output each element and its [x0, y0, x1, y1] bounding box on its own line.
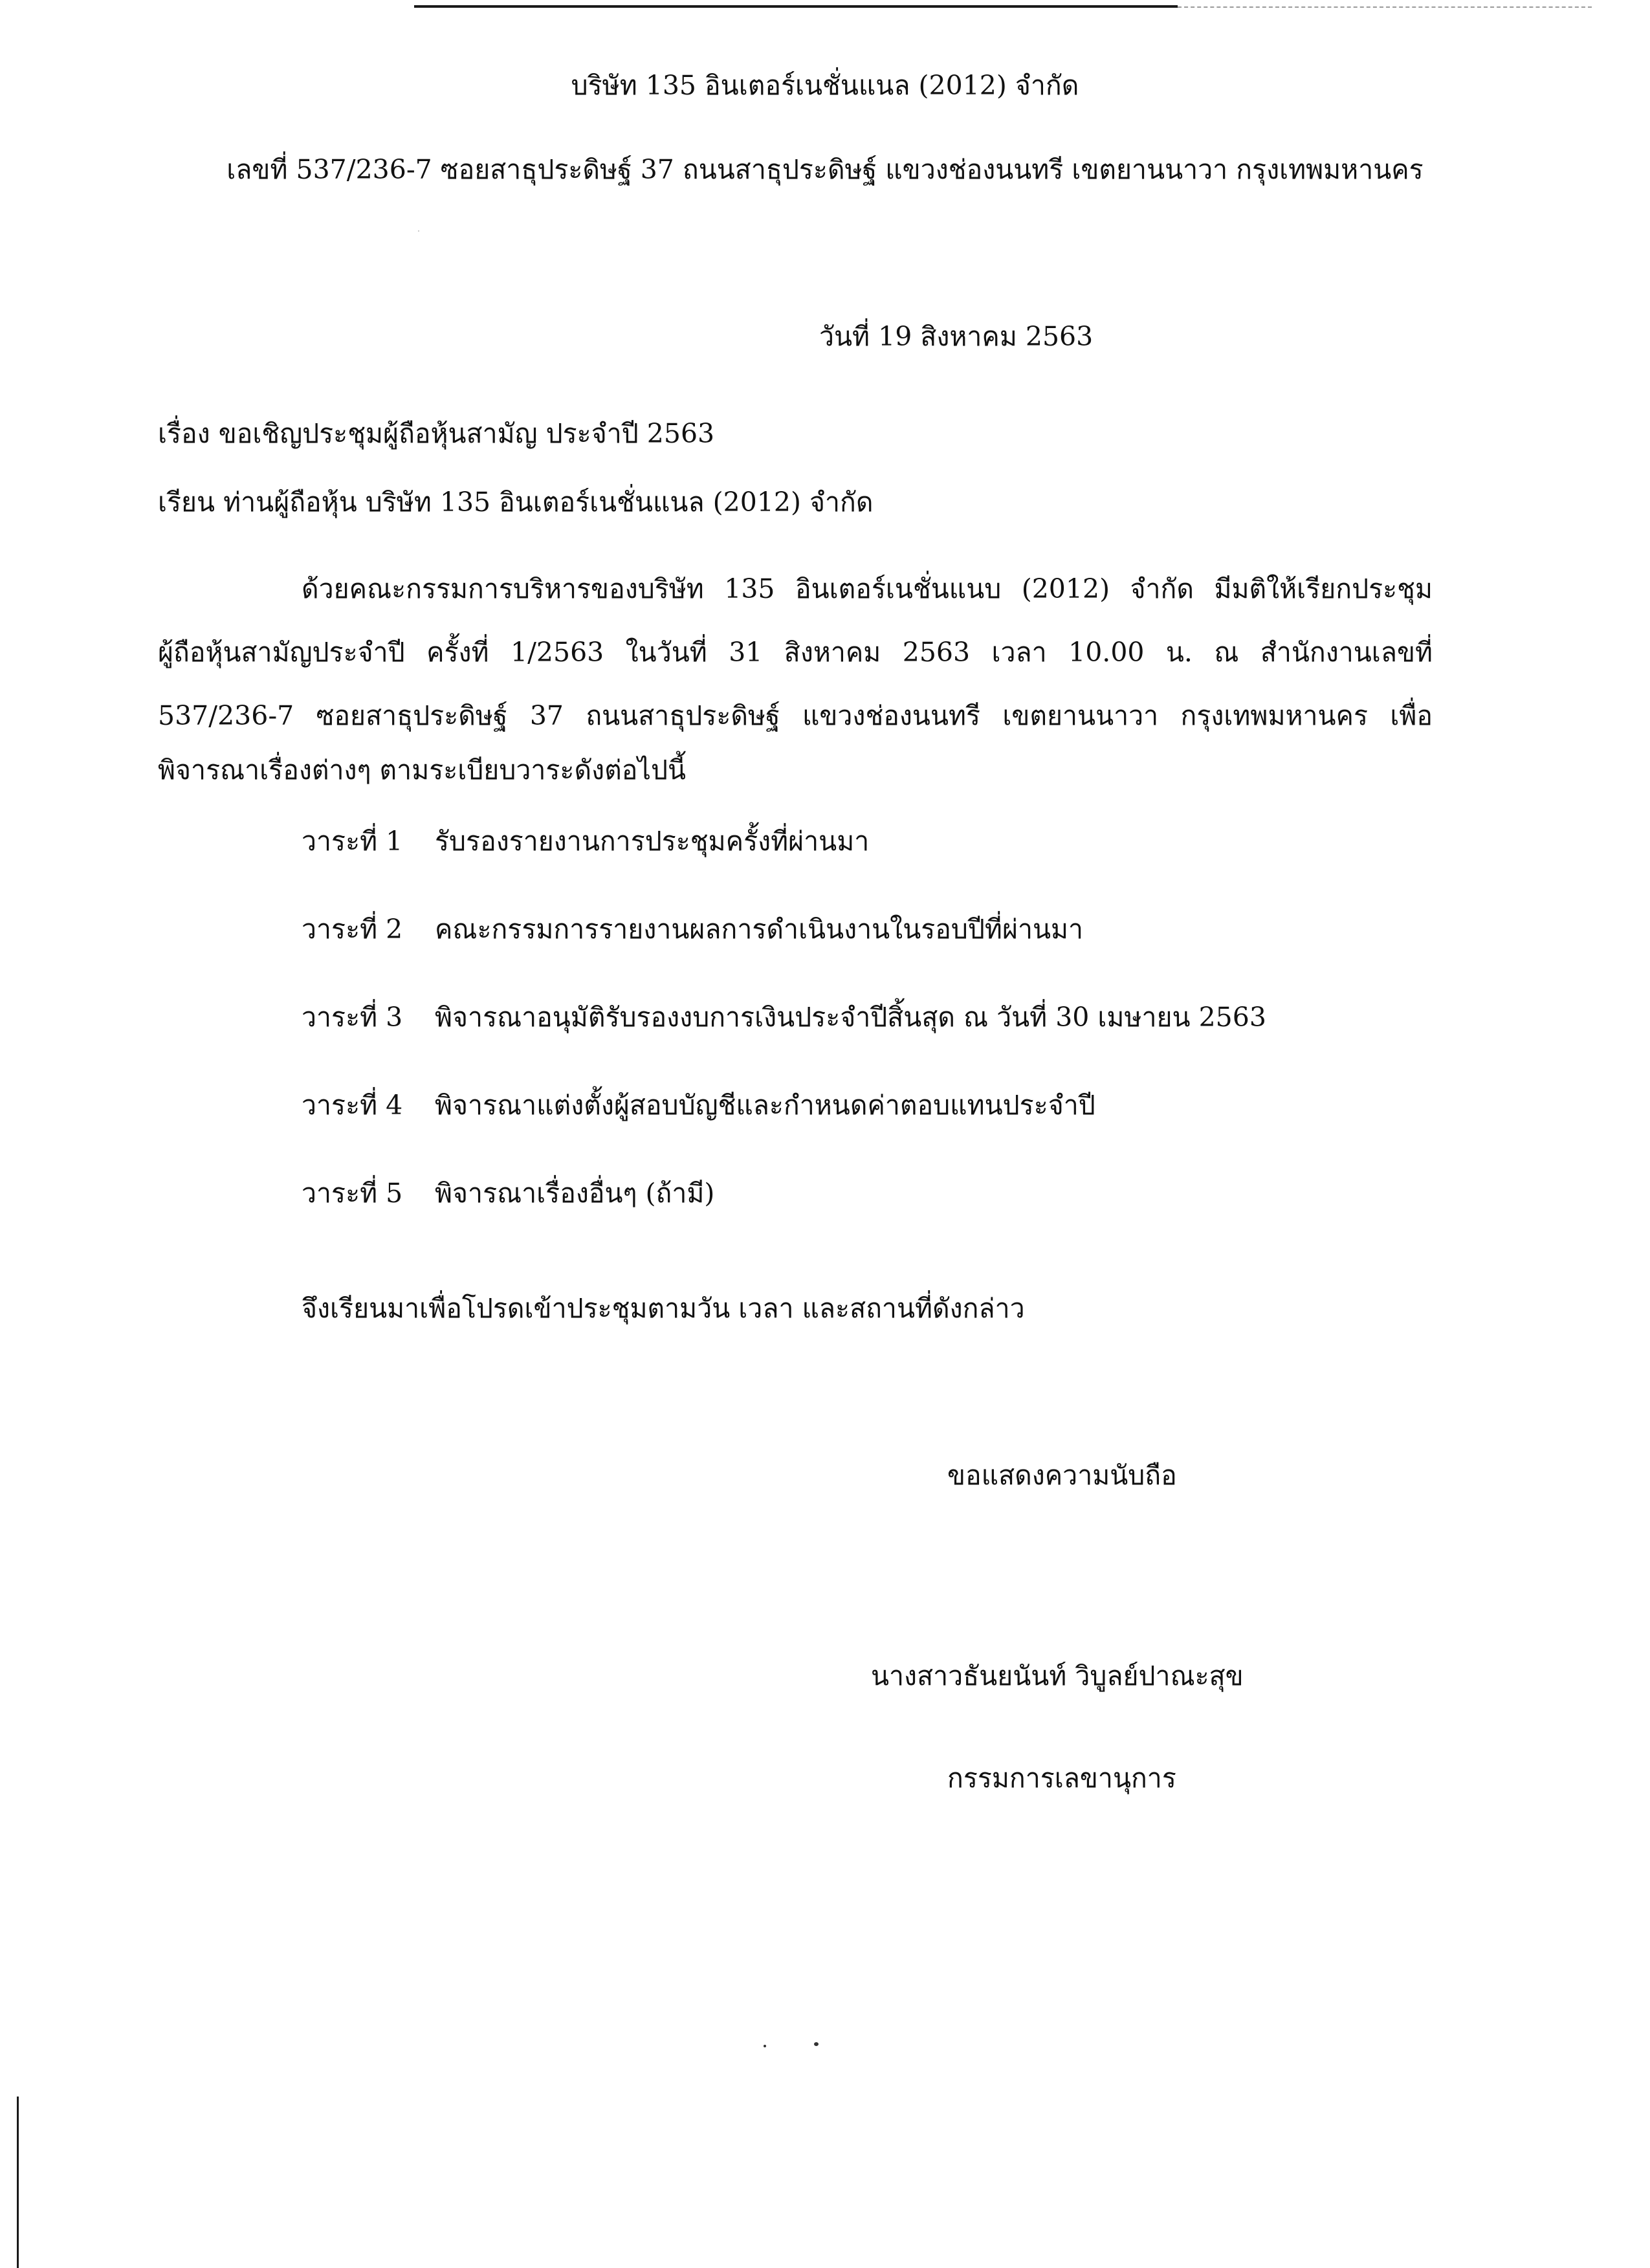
body-paragraph-line: ผู้ถือหุ้นสามัญประจำปี ครั้งที่ 1/2563 ในวันที่ 31 สิงหาคม 2563 เวลา 10.00 น. ณ สำนักงานเลขที่ — [158, 637, 1433, 668]
agenda-number: วาระที่ 1 — [302, 826, 403, 857]
body-paragraph-line: พิจารณาเรื่องต่างๆ ตามระเบียบวาระดังต่อไปนี้ — [158, 754, 687, 786]
company-name: บริษัท 135 อินเตอร์เนชั่นแนล (2012) จำกัด — [571, 70, 1079, 101]
scan-top-dashed-rule — [1178, 6, 1592, 8]
regards-line: ขอแสดงความนับถือ — [947, 1460, 1177, 1491]
subject-line: เรื่อง ขอเชิญประชุมผู้ถือหุ้นสามัญ ประจำปี 2563 — [158, 418, 715, 449]
scan-speck — [418, 230, 419, 232]
scan-top-rule — [414, 5, 1178, 8]
agenda-text: พิจารณาเรื่องอื่นๆ (ถ้ามี) — [435, 1178, 715, 1209]
scan-left-edge-mark — [17, 2097, 19, 2268]
agenda-number: วาระที่ 4 — [302, 1090, 403, 1121]
agenda-text: รับรองรายงานการประชุมครั้งที่ผ่านมา — [435, 826, 870, 857]
salutation-line: เรียน ท่านผู้ถือหุ้น บริษัท 135 อินเตอร์เนชั่นแนล (2012) จำกัด — [158, 487, 874, 518]
agenda-item — [302, 998, 1266, 1086]
agenda-item — [302, 910, 1266, 998]
signatory-title: กรรมการเลขานุการ — [947, 1763, 1176, 1794]
closing-line: จึงเรียนมาเพื่อโปรดเข้าประชุมตามวัน เวลา และสถานที่ดังกล่าว — [302, 1293, 1025, 1324]
body-paragraph-line: ด้วยคณะกรรมการบริหารของบริษัท 135 อินเตอร์เนชั่นแนบ (2012) จำกัด มีมติให้เรียกประชุม — [302, 573, 1433, 604]
letter-date: วันที่ 19 สิงหาคม 2563 — [819, 321, 1094, 352]
agenda-number: วาระที่ 2 — [302, 914, 403, 945]
agenda-list — [302, 822, 1266, 1262]
agenda-text: พิจารณาแต่งตั้งผู้สอบบัญชีและกำหนดค่าตอบแทนประจำปี — [435, 1090, 1095, 1121]
agenda-text: คณะกรรมการรายงานผลการดำเนินงานในรอบปีที่ผ่านมา — [435, 914, 1084, 945]
scan-speck — [764, 2045, 766, 2047]
company-address: เลขที่ 537/236-7 ซอยสาธุประดิษฐ์ 37 ถนนสาธุประดิษฐ์ แขวงช่องนนทรี เขตยานนาวา กรุงเทพมหานคร — [226, 154, 1424, 185]
agenda-number: วาระที่ 5 — [302, 1178, 403, 1209]
body-paragraph-line: 537/236-7 ซอยสาธุประดิษฐ์ 37 ถนนสาธุประดิษฐ์ แขวงช่องนนทรี เขตยานนาวา กรุงเทพมหานคร เพื่อ — [158, 700, 1433, 731]
agenda-item — [302, 1174, 1266, 1262]
agenda-text: พิจารณาอนุมัติรับรองงบการเงินประจำปีสิ้นสุด ณ วันที่ 30 เมษายน 2563 — [435, 1002, 1266, 1033]
agenda-item — [302, 822, 1266, 910]
scan-speck — [814, 2042, 819, 2046]
agenda-item — [302, 1086, 1266, 1174]
signatory-name: นางสาวธันยนันท์ วิบูลย์ปาณะสุข — [871, 1660, 1244, 1691]
agenda-number: วาระที่ 3 — [302, 1002, 403, 1033]
